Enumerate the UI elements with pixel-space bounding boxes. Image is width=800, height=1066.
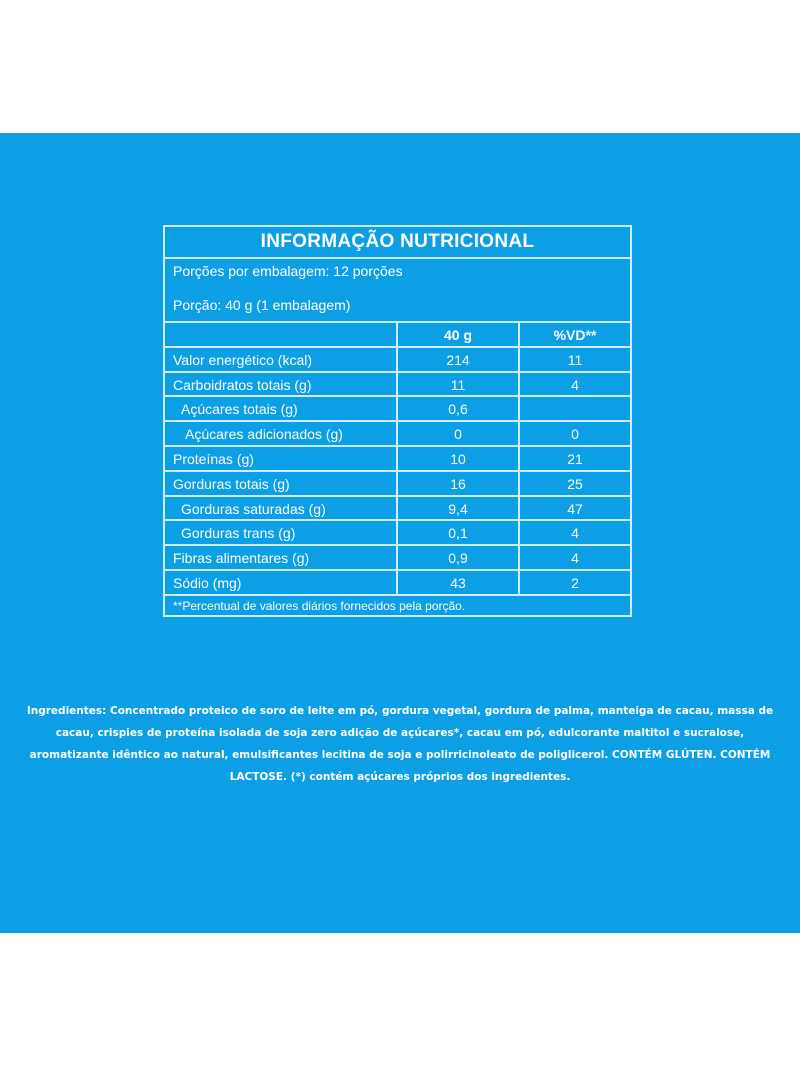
row-amount: 0,1 bbox=[398, 521, 520, 544]
row-label: Carboidratos totais (g) bbox=[165, 373, 398, 396]
row-amount: 16 bbox=[398, 472, 520, 495]
row-amount: 11 bbox=[398, 373, 520, 396]
header-amount: 40 g bbox=[398, 323, 520, 346]
nutrition-table bbox=[163, 225, 632, 617]
table-row bbox=[165, 521, 630, 546]
row-dv: 4 bbox=[571, 376, 579, 393]
row-dv bbox=[520, 397, 630, 420]
table-title: INFORMAÇÃO NUTRICIONAL bbox=[165, 227, 630, 259]
row-dv: 21 bbox=[567, 450, 583, 467]
row-amount: 0,9 bbox=[398, 546, 520, 569]
row-label: Açúcares totais (g) bbox=[165, 397, 398, 420]
row-dv: 2 bbox=[571, 574, 579, 591]
row-amount: 9,4 bbox=[398, 497, 520, 520]
serving-info bbox=[165, 262, 630, 323]
table-row bbox=[165, 348, 630, 373]
table-row bbox=[165, 472, 630, 497]
table-row bbox=[165, 571, 630, 596]
row-amount: 0,6 bbox=[398, 397, 520, 420]
row-label: Gorduras saturadas (g) bbox=[165, 497, 398, 520]
table-row bbox=[165, 422, 630, 447]
row-dv: 25 bbox=[567, 475, 583, 492]
table-footnote: **Percentual de valores diários fornecidos pela porção. bbox=[173, 598, 466, 613]
row-label: Gorduras totais (g) bbox=[165, 472, 398, 495]
table-header-row bbox=[165, 323, 630, 348]
row-dv: 11 bbox=[567, 351, 583, 368]
table-row bbox=[165, 497, 630, 522]
table-row bbox=[165, 397, 630, 422]
row-dv: 4 bbox=[571, 525, 579, 542]
row-amount: 0 bbox=[398, 422, 520, 445]
row-label: Valor energético (kcal) bbox=[165, 348, 398, 371]
servings-per-package: Porções por embalagem: 12 porções bbox=[173, 263, 403, 279]
row-label: Fibras alimentares (g) bbox=[165, 546, 398, 569]
serving-size: Porção: 40 g (1 embalagem) bbox=[173, 297, 351, 313]
header-blank bbox=[165, 323, 398, 346]
table-row bbox=[165, 447, 630, 472]
row-dv: 0 bbox=[571, 426, 579, 443]
row-amount: 10 bbox=[398, 447, 520, 470]
row-amount: 43 bbox=[398, 571, 520, 594]
row-dv: 4 bbox=[571, 550, 579, 567]
ingredients-text: Ingredientes: Concentrado proteico de soro de leite em pó, gordura vegetal, gordura de palma, manteiga de cacau, massa de cacau, crispies de proteína isolada de soja zero adição de açúcares*, cacau em pó, edulcorante maltitol e sucralose, aromatizante idêntico ao natural, emulsificantes lecitina de soja e polirricinoleato de poliglicerol. CONTÉM GLÚTEN. CONTÉM LACTOSE. (*) contém açúcares próprios dos ingredientes. bbox=[26, 705, 774, 783]
row-dv: 47 bbox=[567, 500, 583, 517]
table-row bbox=[165, 546, 630, 571]
header-dv: %VD** bbox=[553, 327, 597, 343]
row-label: Sódio (mg) bbox=[165, 571, 398, 594]
row-amount: 214 bbox=[398, 348, 520, 371]
row-label: Açúcares adicionados (g) bbox=[165, 422, 398, 445]
row-label: Proteínas (g) bbox=[165, 447, 398, 470]
row-label: Gorduras trans (g) bbox=[165, 521, 398, 544]
table-row bbox=[165, 373, 630, 398]
